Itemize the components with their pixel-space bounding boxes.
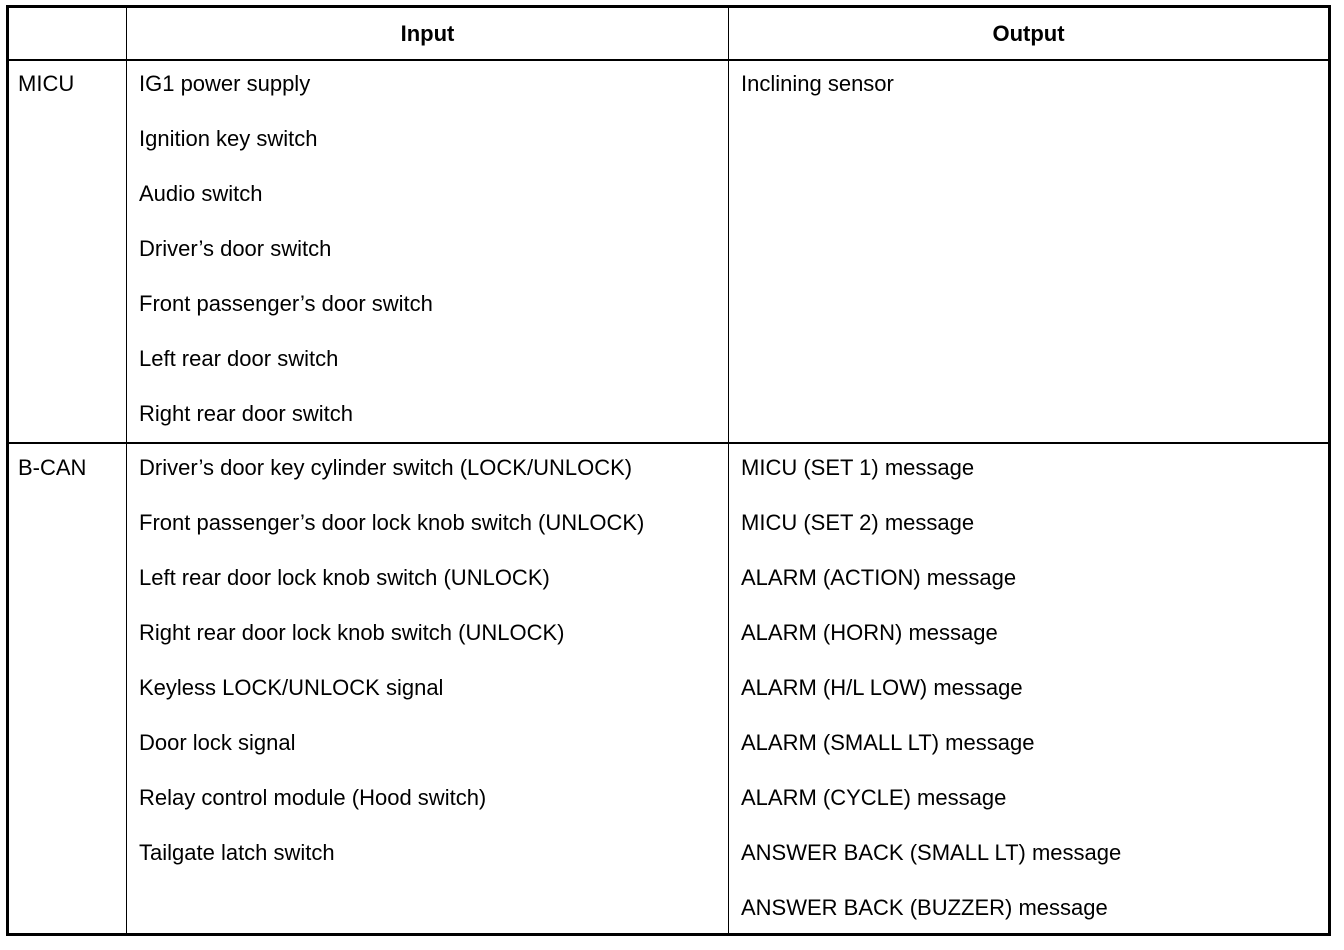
- b-can-output-list: [741, 455, 1121, 950]
- list-item: MICU (SET 2) message: [741, 510, 975, 535]
- list-item: Right rear door lock knob switch (UNLOCK): [139, 620, 565, 645]
- list-item: Right rear door switch: [139, 401, 353, 426]
- list-item: Inclining sensor: [741, 71, 894, 96]
- micu-output-list: [741, 71, 894, 126]
- list-item: Front passenger’s door switch: [139, 291, 433, 316]
- header-output: Output: [992, 21, 1065, 46]
- list-item: ALARM (HORN) message: [741, 620, 998, 645]
- header-input: Input: [400, 21, 455, 46]
- b-can-input-list: [139, 455, 644, 895]
- list-item: Keyless LOCK/UNLOCK signal: [139, 675, 444, 700]
- list-item: Driver’s door key cylinder switch (LOCK/UNLOCK): [139, 455, 633, 480]
- column-divider-2: [728, 8, 729, 933]
- list-item: Door lock signal: [139, 730, 296, 755]
- row-label-b-can: B-CAN: [18, 455, 87, 480]
- list-item: ALARM (CYCLE) message: [741, 785, 1007, 810]
- list-item: Driver’s door switch: [139, 236, 332, 261]
- list-item: Left rear door lock knob switch (UNLOCK): [139, 565, 550, 590]
- list-item: ALARM (H/L LOW) message: [741, 675, 1023, 700]
- header-blank: [9, 8, 126, 60]
- list-item: Tailgate latch switch: [139, 840, 335, 865]
- list-item: ALARM (ACTION) message: [741, 565, 1017, 590]
- input-output-table: [6, 5, 1331, 936]
- list-item: IG1 power supply: [139, 71, 311, 96]
- list-item: MICU (SET 1) message: [741, 455, 975, 480]
- column-divider-1: [126, 8, 127, 933]
- list-item: Relay control module (Hood switch): [139, 785, 487, 810]
- list-item: ANSWER BACK (BUZZER) message: [741, 895, 1108, 920]
- list-item: ALARM (SMALL LT) message: [741, 730, 1035, 755]
- list-item: Left rear door switch: [139, 346, 339, 371]
- list-item: Front passenger’s door lock knob switch (UNLOCK): [139, 510, 645, 535]
- micu-input-list: [139, 71, 433, 456]
- list-item: Audio switch: [139, 181, 263, 206]
- row-label-micu: MICU: [18, 71, 75, 96]
- list-item: ANSWER BACK (SMALL LT) message: [741, 840, 1122, 865]
- list-item: Ignition key switch: [139, 126, 318, 151]
